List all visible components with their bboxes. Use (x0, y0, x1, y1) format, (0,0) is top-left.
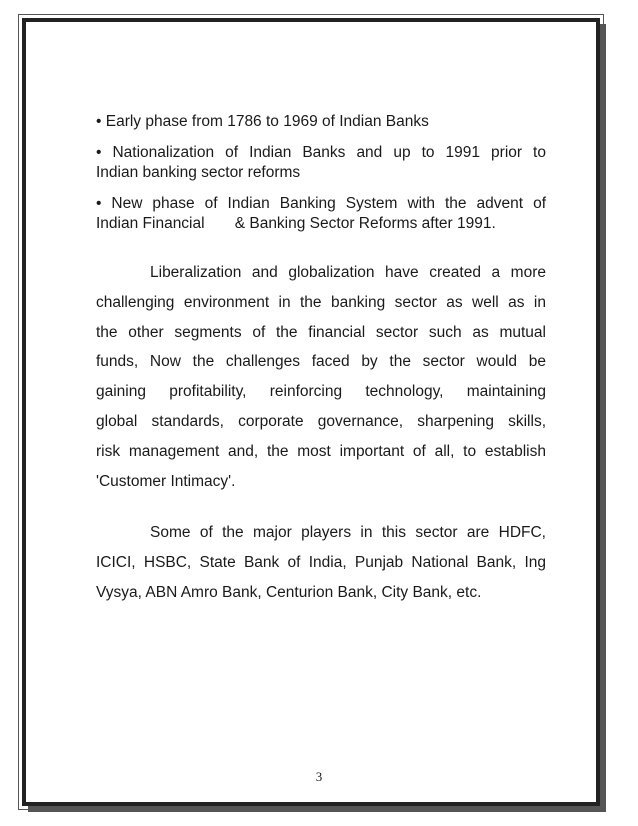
text-line: Liberalization and globalization have created a more (150, 264, 546, 281)
text-line: ICICI, HSBC, State Bank of India, Punjab National Bank, Ing (96, 554, 546, 572)
paragraph-major-players (96, 518, 546, 607)
text-line: the other segments of the financial sector such as mutual (96, 323, 546, 341)
text-line: • Nationalization of Indian Banks and up to 1991 prior to (96, 144, 546, 161)
text-line: Some of the major players in this sector are HDFC, (150, 524, 546, 542)
text-line: challenging environment in the banking sector as well as in (96, 293, 546, 311)
text-line: Indian Financial & Banking Sector Reforms after 1991. (96, 215, 496, 232)
text-line: funds, Now the challenges faced by the sector would be (96, 353, 546, 371)
text-line: gaining profitability, reinforcing technology, maintaining (96, 383, 546, 401)
document-body (96, 112, 546, 608)
text-line: Vysya, ABN Amro Bank, Centurion Bank, City Bank, etc. (96, 583, 482, 601)
paragraph-liberalization (96, 258, 546, 496)
bullet-item-early-phase (96, 112, 546, 132)
text-line: • New phase of Indian Banking System with the advent of (96, 195, 546, 212)
text-line: Indian banking sector reforms (96, 164, 301, 181)
text-line: risk management and, the most important of all, to establish (96, 442, 546, 460)
text-line: 'Customer Intimacy'. (96, 472, 236, 490)
text-line: global standards, corporate governance, sharpening skills, (96, 412, 546, 430)
page-number: 3 (315, 769, 323, 784)
bullet-item-nationalization (96, 143, 546, 183)
text-line: • Early phase from 1786 to 1969 of Indian Banks (96, 113, 429, 130)
bullet-item-new-phase (96, 194, 546, 234)
